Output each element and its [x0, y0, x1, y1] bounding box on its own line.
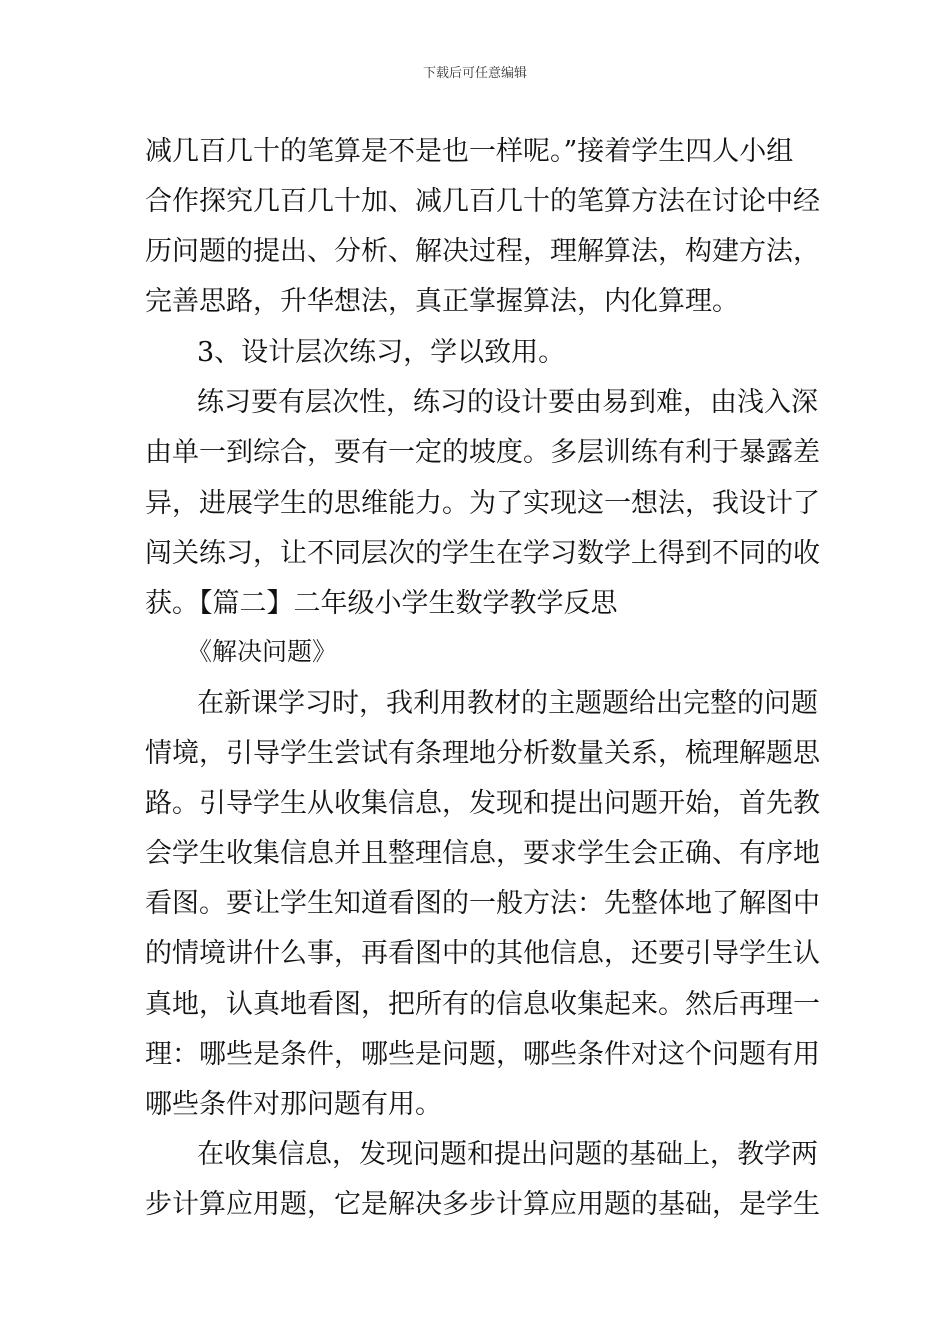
subtitle: 《解决问题》 — [187, 637, 338, 666]
text-line: 练习要有层次性，练习的设计要由易到难，由浅入深 — [197, 387, 818, 418]
text-line: 在新课学习时，我利用教材的主题题给出完整的问题 — [197, 688, 818, 719]
text-line: 情境，引导学生尝试有条理地分析数量关系，梳理解题思 — [145, 738, 820, 769]
section-heading: 3、设计层次练习，学以致用。 — [197, 337, 566, 368]
text-line: 获。【篇二】二年级小学生数学教学反思 — [145, 588, 618, 619]
text-line: 哪些条件对那问题有用。 — [145, 1089, 442, 1120]
text-line: 异，进展学生的思维能力。为了实现这一想法，我设计了 — [145, 488, 820, 519]
text-line: 看图。要让学生知道看图的一般方法：先整体地了解图中 — [145, 888, 820, 919]
text-line: 在收集信息，发现问题和提出问题的基础上，教学两 — [197, 1139, 818, 1170]
text-line: 完善思路，升华想法，真正掌握算法，内化算理。 — [145, 286, 739, 317]
text-line: 历问题的提出、分析、解决过程，理解算法，构建方法， — [145, 236, 820, 267]
text-line: 闯关练习，让不同层次的学生在学习数学上得到不同的收 — [145, 538, 820, 569]
page-header: 下载后可任意编辑 — [422, 66, 527, 81]
text-line: 路。引导学生从收集信息，发现和提出问题开始，首先教 — [145, 788, 820, 819]
text-line: 由单一到综合，要有一定的坡度。多层训练有利于暴露差 — [145, 437, 820, 468]
text-line: 减几百几十的笔算是不是也一样呢。”接着学生四人小组 — [145, 136, 794, 167]
text-line: 真地，认真地看图，把所有的信息收集起来。然后再理一 — [145, 989, 820, 1020]
text-line: 步计算应用题，它是解决多步计算应用题的基础，是学生 — [145, 1189, 820, 1220]
text-line: 理：哪些是条件，哪些是问题，哪些条件对这个问题有用 — [145, 1039, 820, 1070]
text-line: 合作探究几百几十加、减几百几十的笔算方法在讨论中经 — [145, 186, 820, 217]
text-line: 会学生收集信息并且整理信息，要求学生会正确、有序地 — [145, 838, 820, 869]
text-line: 的情境讲什么事，再看图中的其他信息，还要引导学生认 — [145, 938, 820, 969]
